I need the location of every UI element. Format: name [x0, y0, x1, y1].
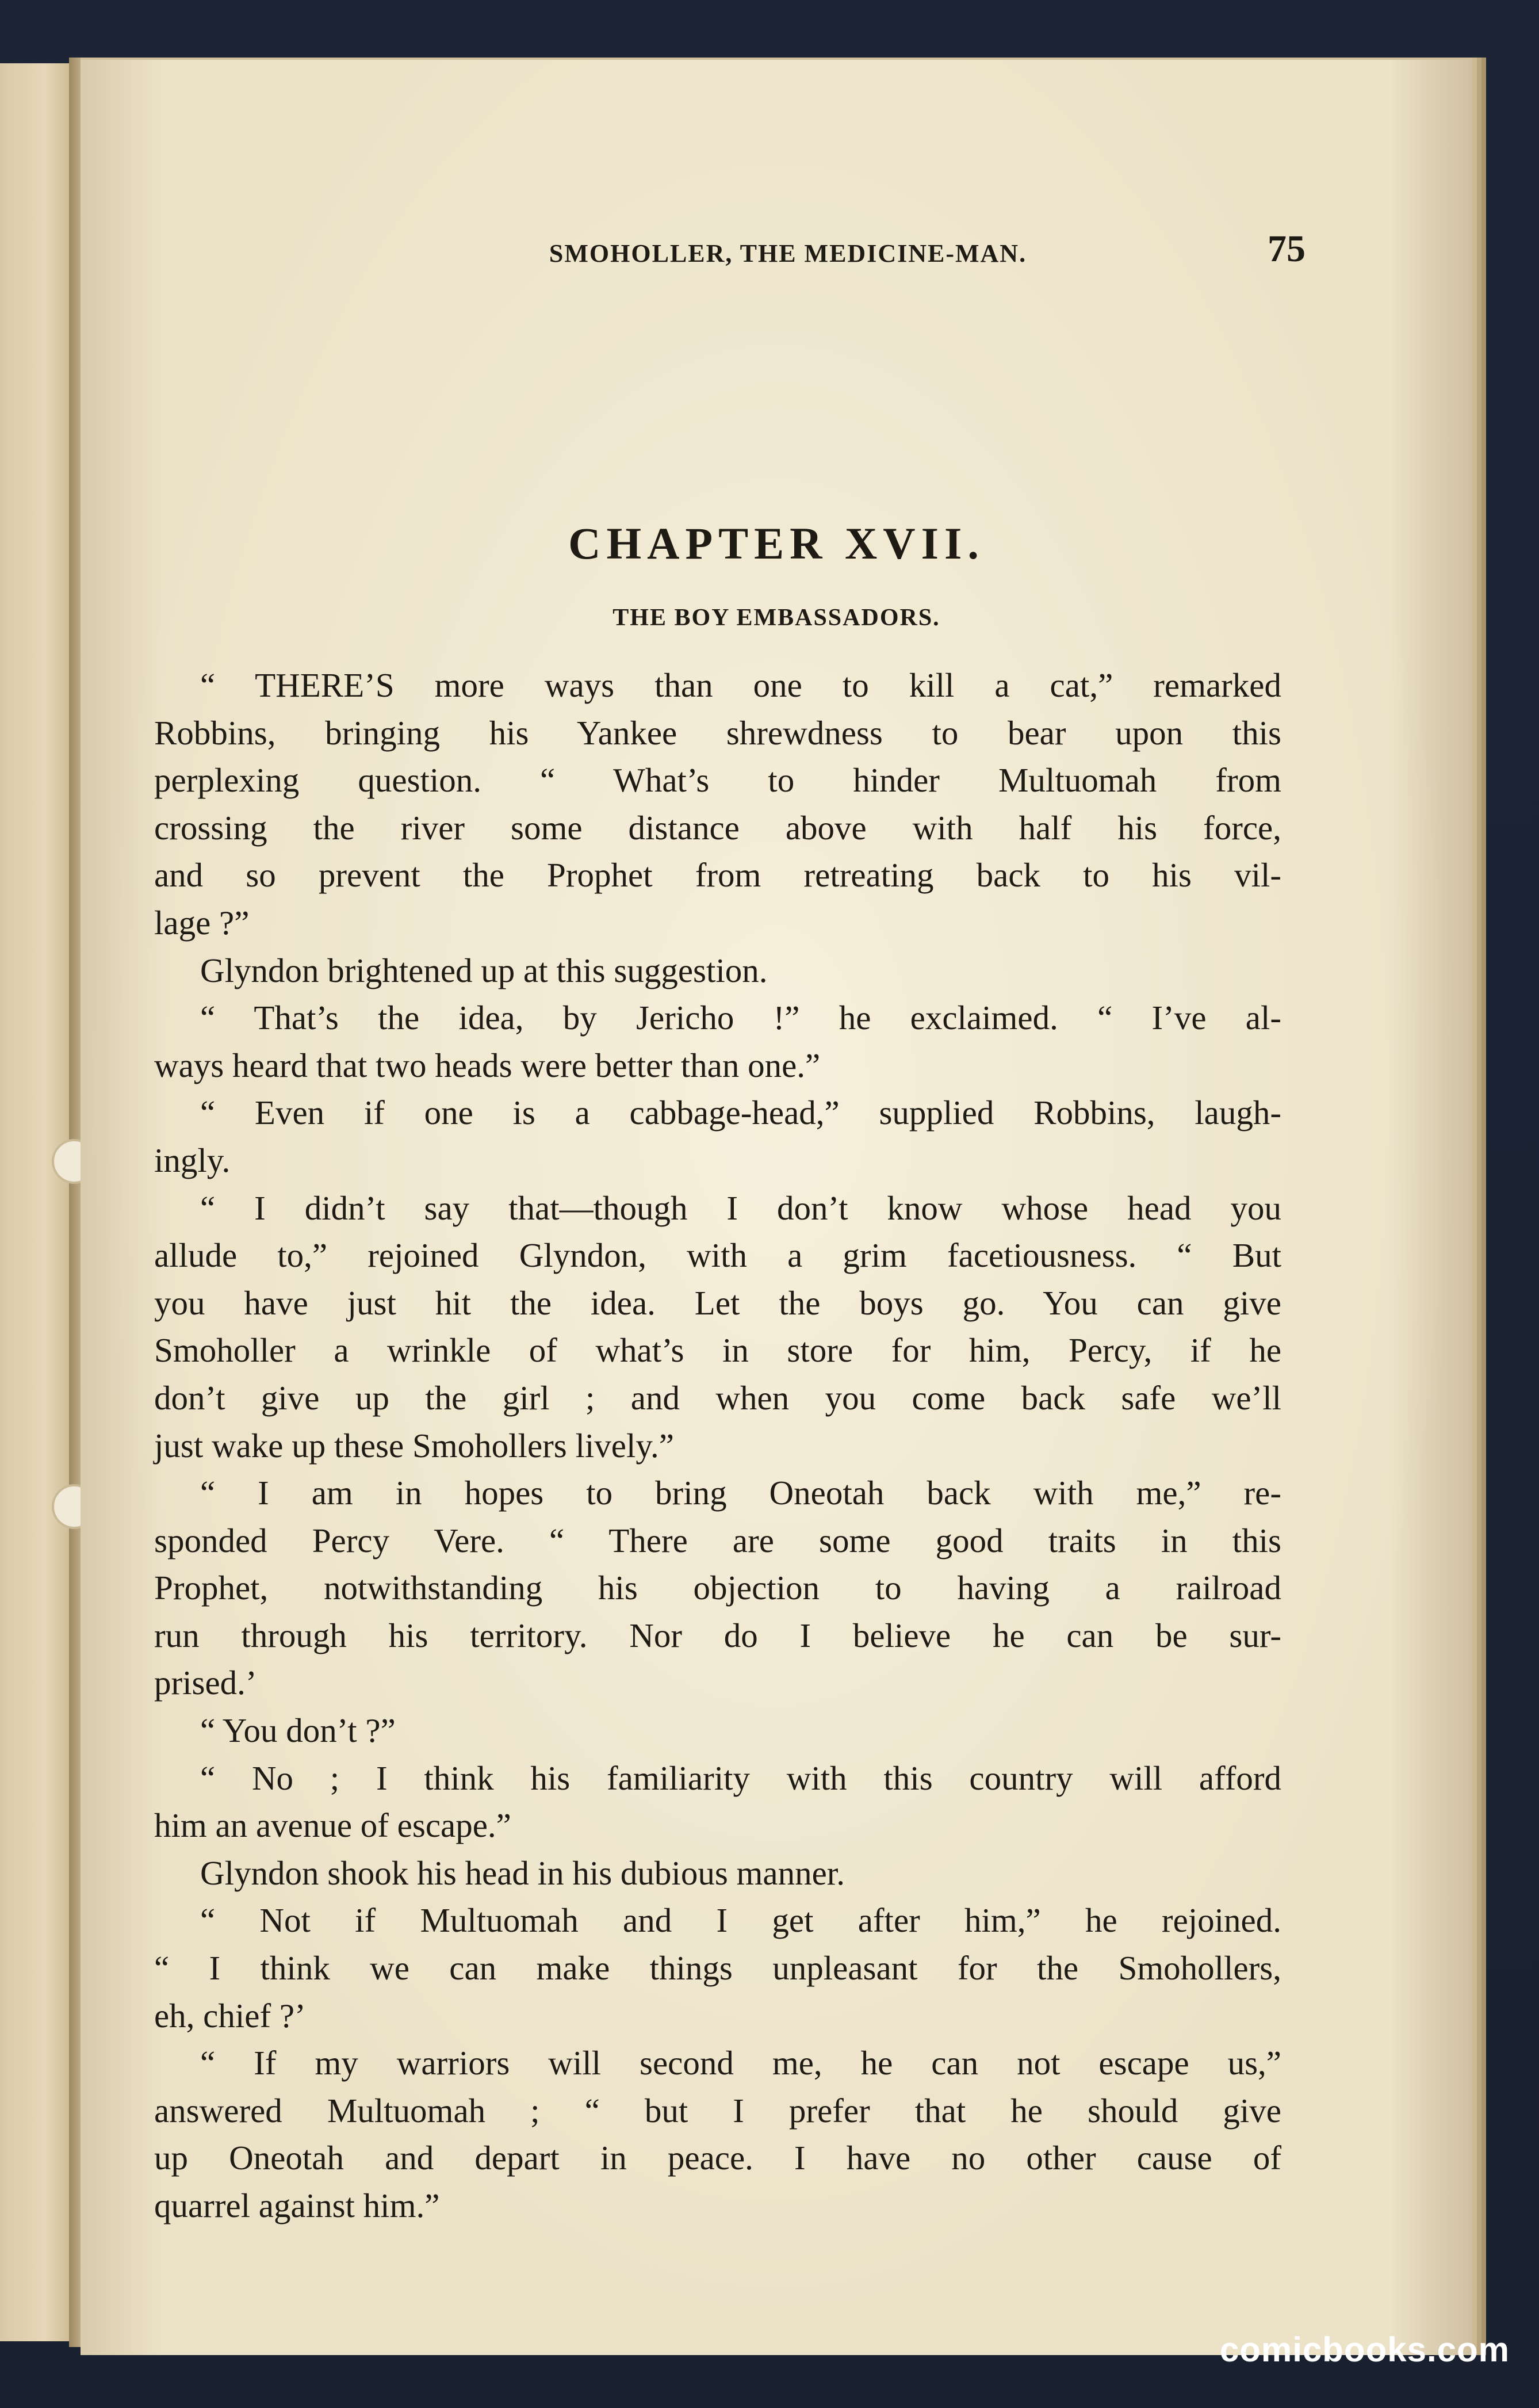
text-line: you have just hit the idea. Let the boys go. You can give — [154, 1283, 1281, 1322]
text-line: and so prevent the Prophet from retreating back to his vil- — [154, 856, 1281, 895]
text-line: Smoholler a wrinkle of what’s in store for him, Percy, if he — [154, 1331, 1281, 1370]
left-page-edge — [0, 63, 78, 2341]
text-line: allude to,” rejoined Glyndon, with a grim facetiousness. “ But — [154, 1236, 1281, 1275]
text-line: crossing the river some distance above with half his force, — [154, 808, 1281, 847]
text-line: Prophet, notwithstanding his objection to having a railroad — [154, 1569, 1281, 1607]
text-line: “ I think we can make things unpleasant for the Smohollers, — [154, 1949, 1281, 1987]
text-line: prised.’ — [154, 1664, 257, 1702]
running-head: SMOHOLLER, THE MEDICINE-MAN. — [549, 239, 1027, 267]
text-line: perplexing question. “ What’s to hinder Multuomah from — [154, 761, 1281, 800]
text-line: run through his territory. Nor do I believe he can be sur- — [154, 1616, 1281, 1654]
text-line: quarrel against him.” — [154, 2187, 440, 2224]
chapter-subtitle: THE BOY EMBASSADORS. — [612, 605, 940, 631]
text-line: ways heard that two heads were better than one.” — [154, 1046, 821, 1084]
text-line: Glyndon shook his head in his dubious manner. — [200, 1853, 845, 1892]
text-line: “ Not if Multuomah and I get after him,” he rejoined. — [200, 1901, 1281, 1940]
text-line: up Oneotah and depart in peace. I have no other cause of — [154, 2139, 1281, 2177]
text-line: lage ?” — [154, 903, 250, 942]
page-number: 75 — [1268, 228, 1306, 270]
text-line: “ THERE’S more ways than one to kill a cat,” remarked — [200, 666, 1281, 704]
text-line: eh, chief ?’ — [154, 1996, 306, 2035]
text-line: Glyndon brightened up at this suggestion. — [200, 951, 768, 989]
text-line: Robbins, bringing his Yankee shrewdness to bear upon this — [154, 713, 1281, 752]
text-line: sponded Percy Vere. “ There are some good traits in this — [154, 1521, 1281, 1560]
text-line: “ If my warriors will second me, he can not escape us,” — [200, 2044, 1281, 2082]
site-watermark: comicbooks.com — [1219, 2330, 1510, 2369]
text-line: don’t give up the girl ; and when you come back safe we’ll — [154, 1378, 1281, 1417]
text-line: “ I am in hopes to bring Oneotah back with me,” re- — [200, 1474, 1281, 1512]
text-line: answered Multuomah ; “ but I prefer that he should give — [154, 2091, 1281, 2130]
text-line: “ I didn’t say that—though I don’t know whose head you — [200, 1188, 1281, 1227]
text-line: “ You don’t ?” — [200, 1711, 396, 1750]
text-line: “ Even if one is a cabbage-head,” supplied Robbins, laugh- — [200, 1094, 1281, 1132]
body-text — [154, 662, 1281, 2230]
chapter-title: CHAPTER XVII. — [568, 518, 985, 568]
text-line: him an avenue of escape.” — [154, 1806, 511, 1845]
text-line: “ That’s the idea, by Jericho !” he exclaimed. “ I’ve al- — [200, 999, 1281, 1037]
text-line: just wake up these Smohollers lively.” — [154, 1426, 674, 1465]
text-line: ingly. — [154, 1141, 231, 1179]
text-line: “ No ; I think his familiarity with this country will afford — [200, 1759, 1281, 1797]
